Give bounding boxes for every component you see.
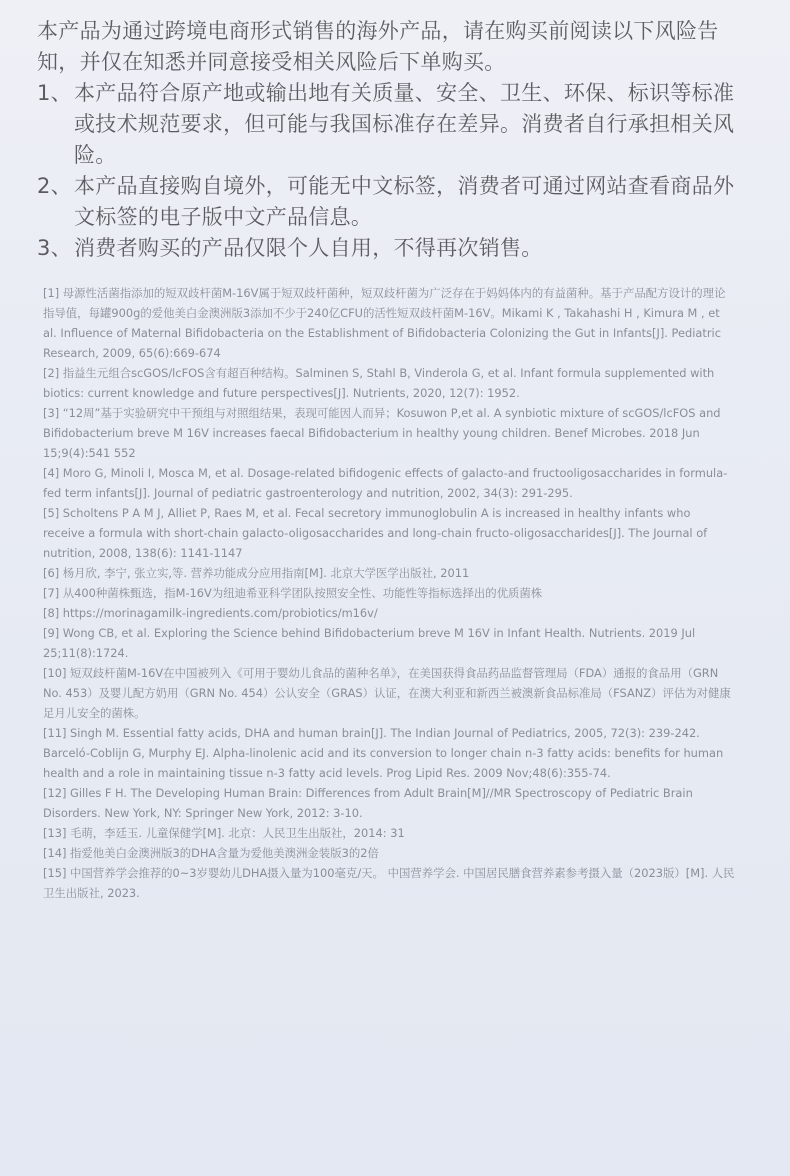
notice-item-text: 本产品直接购自境外，可能无中文标签，消费者可通过网站查看商品外文标签的电子版中文产品信息。 <box>74 174 735 229</box>
notice-intro: 本产品为通过跨境电商形式销售的海外产品，请在购买前阅读以下风险告知，并仅在知悉并同意接受相关风险后下单购买。 <box>37 19 719 74</box>
reference-8: [8] https://morinagamilk-ingredients.com/probiotics/m16v/ <box>43 606 378 620</box>
notice-item-2 <box>37 171 753 233</box>
reference-1: [1] 母源性活菌指添加的短双歧杆菌M-16V属于短双歧杆菌种，短双歧杆菌为广泛存在于妈妈体内的有益菌种。基于产品配方设计的理论指导值，每罐900g的爱他美白金澳洲版3添加不少于240亿CFU的活性短双歧杆菌M-16V。Mikami K , Takahashi H , Kimura M , et al. Influence of Maternal Bifidobacteria on the Establishment of Bifidobacteria Colonizing the Gut in Infants[J]. Pediatric Research, 2009, 65(6):669-674 <box>43 286 726 360</box>
reference-3: [3] “12周”基于实验研究中干预组与对照组结果，表现可能因人而异；Kosuwon P,et al. A synbiotic mixture of scGOS/lcFOS and Bifidobacterium breve M 16V increases faecal Bifidobacterium in healthy young children. Benef Microbes. 2018 Jun 15;9(4):541 552 <box>43 406 721 460</box>
reference-2: [2] 指益生元组合scGOS/lcFOS含有超百种结构。Salminen S, Stahl B, Vinderola G, et al. Infant formula supplemented with biotics: current knowledge and future perspectives[J]. Nutrients, 2020, 12(7): 1952. <box>43 366 715 400</box>
references-list <box>43 283 735 903</box>
notice-item-number: 2、 <box>37 174 72 198</box>
reference-10: [10] 短双歧杆菌M-16V在中国被列入《可用于婴幼儿食品的菌种名单》，在美国获得食品药品监督管理局（FDA）通报的食品用（GRN No. 453）及婴儿配方奶用（GRN No. 454）公认安全（GRAS）认证，在澳大利亚和新西兰被澳新食品标准局（FSANZ）评估为对健康足月儿安全的菌株。 <box>43 666 731 720</box>
reference-5: [5] Scholtens P A M J, Alliet P, Raes M, et al. Fecal secretory immunoglobulin A is increased in healthy infants who receive a formula with short-chain galacto-oligosaccharides and long-chain fructo-oligosaccharides[J]. The Journal of nutrition, 2008, 138(6): 1141-1147 <box>43 506 708 560</box>
notice-item-text: 消费者购买的产品仅限个人自用，不得再次销售。 <box>74 236 543 260</box>
references <box>43 283 735 903</box>
reference-13: [13] 毛萌，李廷玉. 儿童保健学[M]. 北京：人民卫生出版社，2014: 31 <box>43 826 405 840</box>
notice-item-text: 本产品符合原产地或输出地有关质量、安全、卫生、环保、标识等标准或技术规范要求，但可能与我国标准存在差异。消费者自行承担相关风险。 <box>74 81 735 167</box>
risk-notice <box>37 16 753 264</box>
notice-item-3 <box>37 233 753 264</box>
reference-14: [14] 指爱他美白金澳洲版3的DHA含量为爱他美澳洲金装版3的2倍 <box>43 846 379 860</box>
reference-12: [12] Gilles F H. The Developing Human Brain: Differences from Adult Brain[M]//MR Spectroscopy of Pediatric Brain Disorders. New York, NY: Springer New York, 2012: 3-10. <box>43 786 693 820</box>
notice-item-number: 3、 <box>37 236 72 260</box>
reference-7: [7] 从400种菌株甄选，指M-16V为纽迪希亚科学团队按照安全性、功能性等指标选择出的优质菌株 <box>43 586 543 600</box>
notice-list <box>37 78 753 264</box>
reference-6: [6] 杨月欣, 李宁, 张立实,等. 营养功能成分应用指南[M]. 北京大学医学出版社, 2011 <box>43 566 470 580</box>
reference-9: [9] Wong CB, et al. Exploring the Science behind Bifidobacterium breve M 16V in Infant Health. Nutrients. 2019 Jul 25;11(8):1724. <box>43 626 696 660</box>
notice-item-number: 1、 <box>37 81 72 105</box>
reference-4: [4] Moro G, Minoli I, Mosca M, et al. Dosage-related bifidogenic effects of galacto-and fructooligosaccharides in formula-fed term infants[J]. Journal of pediatric gastroenterology and nutrition, 2002, 34(3): 291-295. <box>43 466 728 500</box>
reference-15: [15] 中国营养学会推荐的0~3岁婴幼儿DHA摄入量为100毫克/天。 中国营养学会. 中国居民膳食营养素参考摄入量（2023版）[M]. 人民卫生出版社, 2023. <box>43 866 735 900</box>
notice-item-1 <box>37 78 753 171</box>
reference-11: [11] Singh M. Essential fatty acids, DHA and human brain[J]. The Indian Journal of Pediatrics, 2005, 72(3): 239-242. Barceló-Coblijn G, Murphy EJ. Alpha-linolenic acid and its conversion to longer chain n-3 fatty acids: benefits for human health and a role in maintaining tissue n-3 fatty acid levels. Prog Lipid Res. 2009 Nov;48(6):355-74. <box>43 726 724 780</box>
